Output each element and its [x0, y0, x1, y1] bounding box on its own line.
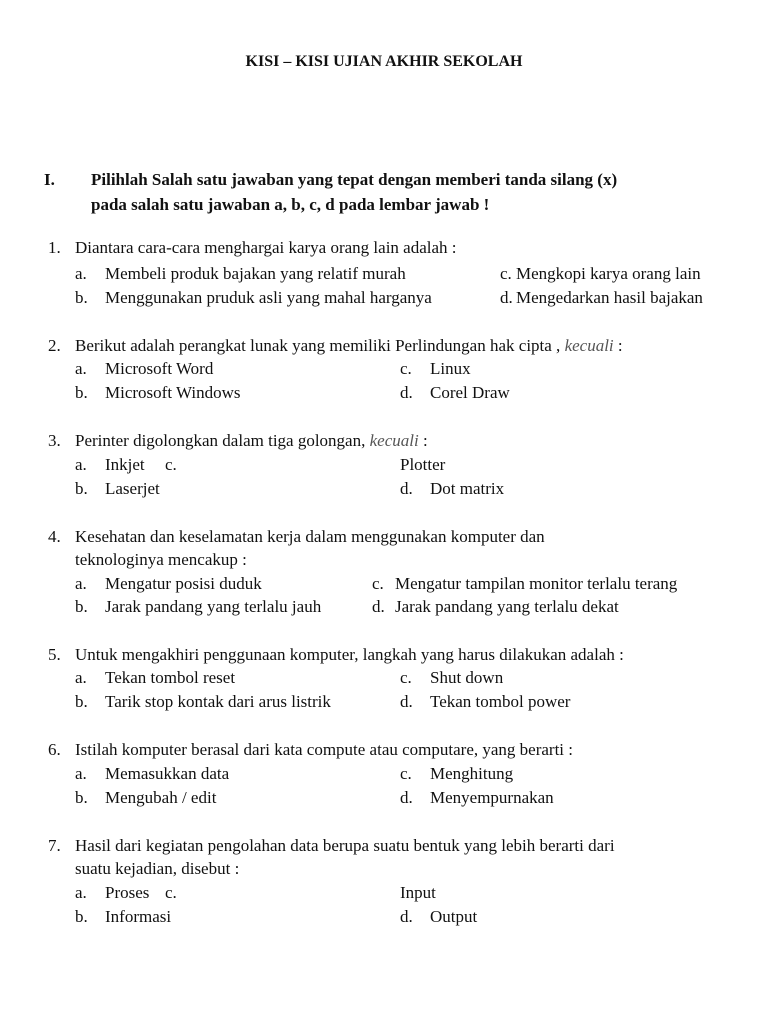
question-stem — [75, 431, 428, 451]
option-label-d: d. — [400, 907, 413, 926]
question-stem: Diantara cara-cara menghargai karya orang lain adalah : — [75, 238, 457, 257]
option-c: Linux — [430, 359, 471, 378]
question-number: 2. — [48, 336, 61, 355]
option-b: Microsoft Windows — [105, 383, 241, 402]
option-label-d: d. — [400, 788, 413, 807]
option-d: Menyempurnakan — [430, 788, 554, 807]
question-number: 3. — [48, 431, 61, 450]
option-a: Membeli produk bajakan yang relatif murah — [105, 264, 406, 283]
option-label-c: c. — [372, 574, 384, 593]
option-label-b: b. — [75, 479, 88, 498]
option-label-b: b. — [75, 383, 88, 402]
section-instruction-line2: pada salah satu jawaban a, b, c, d pada lembar jawab ! — [91, 195, 490, 214]
section-number: I. — [44, 170, 55, 189]
option-label-c: c. — [165, 455, 177, 474]
option-b: Informasi — [105, 907, 172, 926]
kecuali-text: kecuali — [369, 431, 419, 450]
option-label-a: a. — [75, 359, 87, 378]
option-c: Shut down — [430, 668, 504, 687]
option-a: Mengatur posisi duduk — [105, 574, 262, 593]
option-b: Menggunakan pruduk asli yang mahal harganya — [105, 288, 432, 307]
option-d: Jarak pandang yang terlalu dekat — [395, 597, 619, 616]
option-c: Mengatur tampilan monitor terlalu terang — [395, 574, 678, 593]
option-a: Tekan tombol reset — [105, 668, 236, 687]
question-stem: Untuk mengakhiri penggunaan komputer, langkah yang harus dilakukan adalah : — [75, 645, 624, 664]
option-label-b: b. — [75, 597, 88, 616]
option-b: Tarik stop kontak dari arus listrik — [105, 692, 331, 711]
option-c: Mengkopi karya orang lain — [516, 264, 701, 283]
option-b: Mengubah / edit — [105, 788, 217, 807]
option-a: Inkjet — [105, 455, 145, 474]
option-a: Memasukkan data — [105, 764, 230, 783]
option-label-d: d. — [372, 597, 385, 616]
question-stem: Kesehatan dan keselamatan kerja dalam menggunakan komputer dan — [75, 527, 545, 546]
option-label-b: b. — [75, 788, 88, 807]
question-number: 6. — [48, 740, 61, 759]
option-d: Output — [430, 907, 478, 926]
option-a: Microsoft Word — [105, 359, 214, 378]
option-label-d: d. — [500, 288, 513, 307]
option-label-c: c. — [400, 668, 412, 687]
option-label-a: a. — [75, 264, 87, 283]
option-c: Input — [400, 883, 436, 902]
option-label-a: a. — [75, 883, 87, 902]
option-label-a: a. — [75, 574, 87, 593]
question-stem — [75, 336, 623, 356]
option-d: Tekan tombol power — [430, 692, 571, 711]
option-label-c: c. — [500, 264, 512, 283]
question-stem-cont: suatu kejadian, disebut : — [75, 859, 240, 878]
question-stem: Hasil dari kegiatan pengolahan data berupa suatu bentuk yang lebih berarti dari — [75, 836, 615, 855]
option-c: Menghitung — [430, 764, 514, 783]
colon: : — [422, 431, 428, 450]
option-label-b: b. — [75, 692, 88, 711]
stem-text: Perinter digolongkan dalam tiga golongan, — [75, 431, 366, 450]
option-label-d: d. — [400, 479, 413, 498]
option-label-b: b. — [75, 288, 88, 307]
option-label-a: a. — [75, 455, 87, 474]
option-d: Mengedarkan hasil bajakan — [516, 288, 703, 307]
question-number: 5. — [48, 645, 61, 664]
colon: : — [617, 336, 623, 355]
option-d: Dot matrix — [430, 479, 505, 498]
question-stem-cont: teknologinya mencakup : — [75, 550, 247, 569]
option-d: Corel Draw — [430, 383, 510, 402]
option-label-a: a. — [75, 764, 87, 783]
option-c: Plotter — [400, 455, 446, 474]
option-b: Jarak pandang yang terlalu jauh — [105, 597, 322, 616]
question-stem: Istilah komputer berasal dari kata compute atau computare, yang berarti : — [75, 740, 573, 759]
option-label-d: d. — [400, 383, 413, 402]
question-number: 7. — [48, 836, 61, 855]
page-title: KISI – KISI UJIAN AKHIR SEKOLAH — [245, 53, 523, 70]
option-label-c: c. — [400, 359, 412, 378]
option-label-c: c. — [165, 883, 177, 902]
section-instruction-line1: Pilihlah Salah satu jawaban yang tepat dengan memberi tanda silang (x) — [91, 170, 618, 189]
option-label-d: d. — [400, 692, 413, 711]
stem-text: Berikut adalah perangkat lunak yang memiliki Perlindungan hak cipta , — [75, 336, 561, 355]
option-b: Laserjet — [105, 479, 160, 498]
option-label-c: c. — [400, 764, 412, 783]
question-number: 4. — [48, 527, 61, 546]
option-label-a: a. — [75, 668, 87, 687]
option-a: Proses — [105, 883, 150, 902]
option-label-b: b. — [75, 907, 88, 926]
question-number: 1. — [48, 238, 61, 257]
kecuali-text: kecuali — [564, 336, 614, 355]
